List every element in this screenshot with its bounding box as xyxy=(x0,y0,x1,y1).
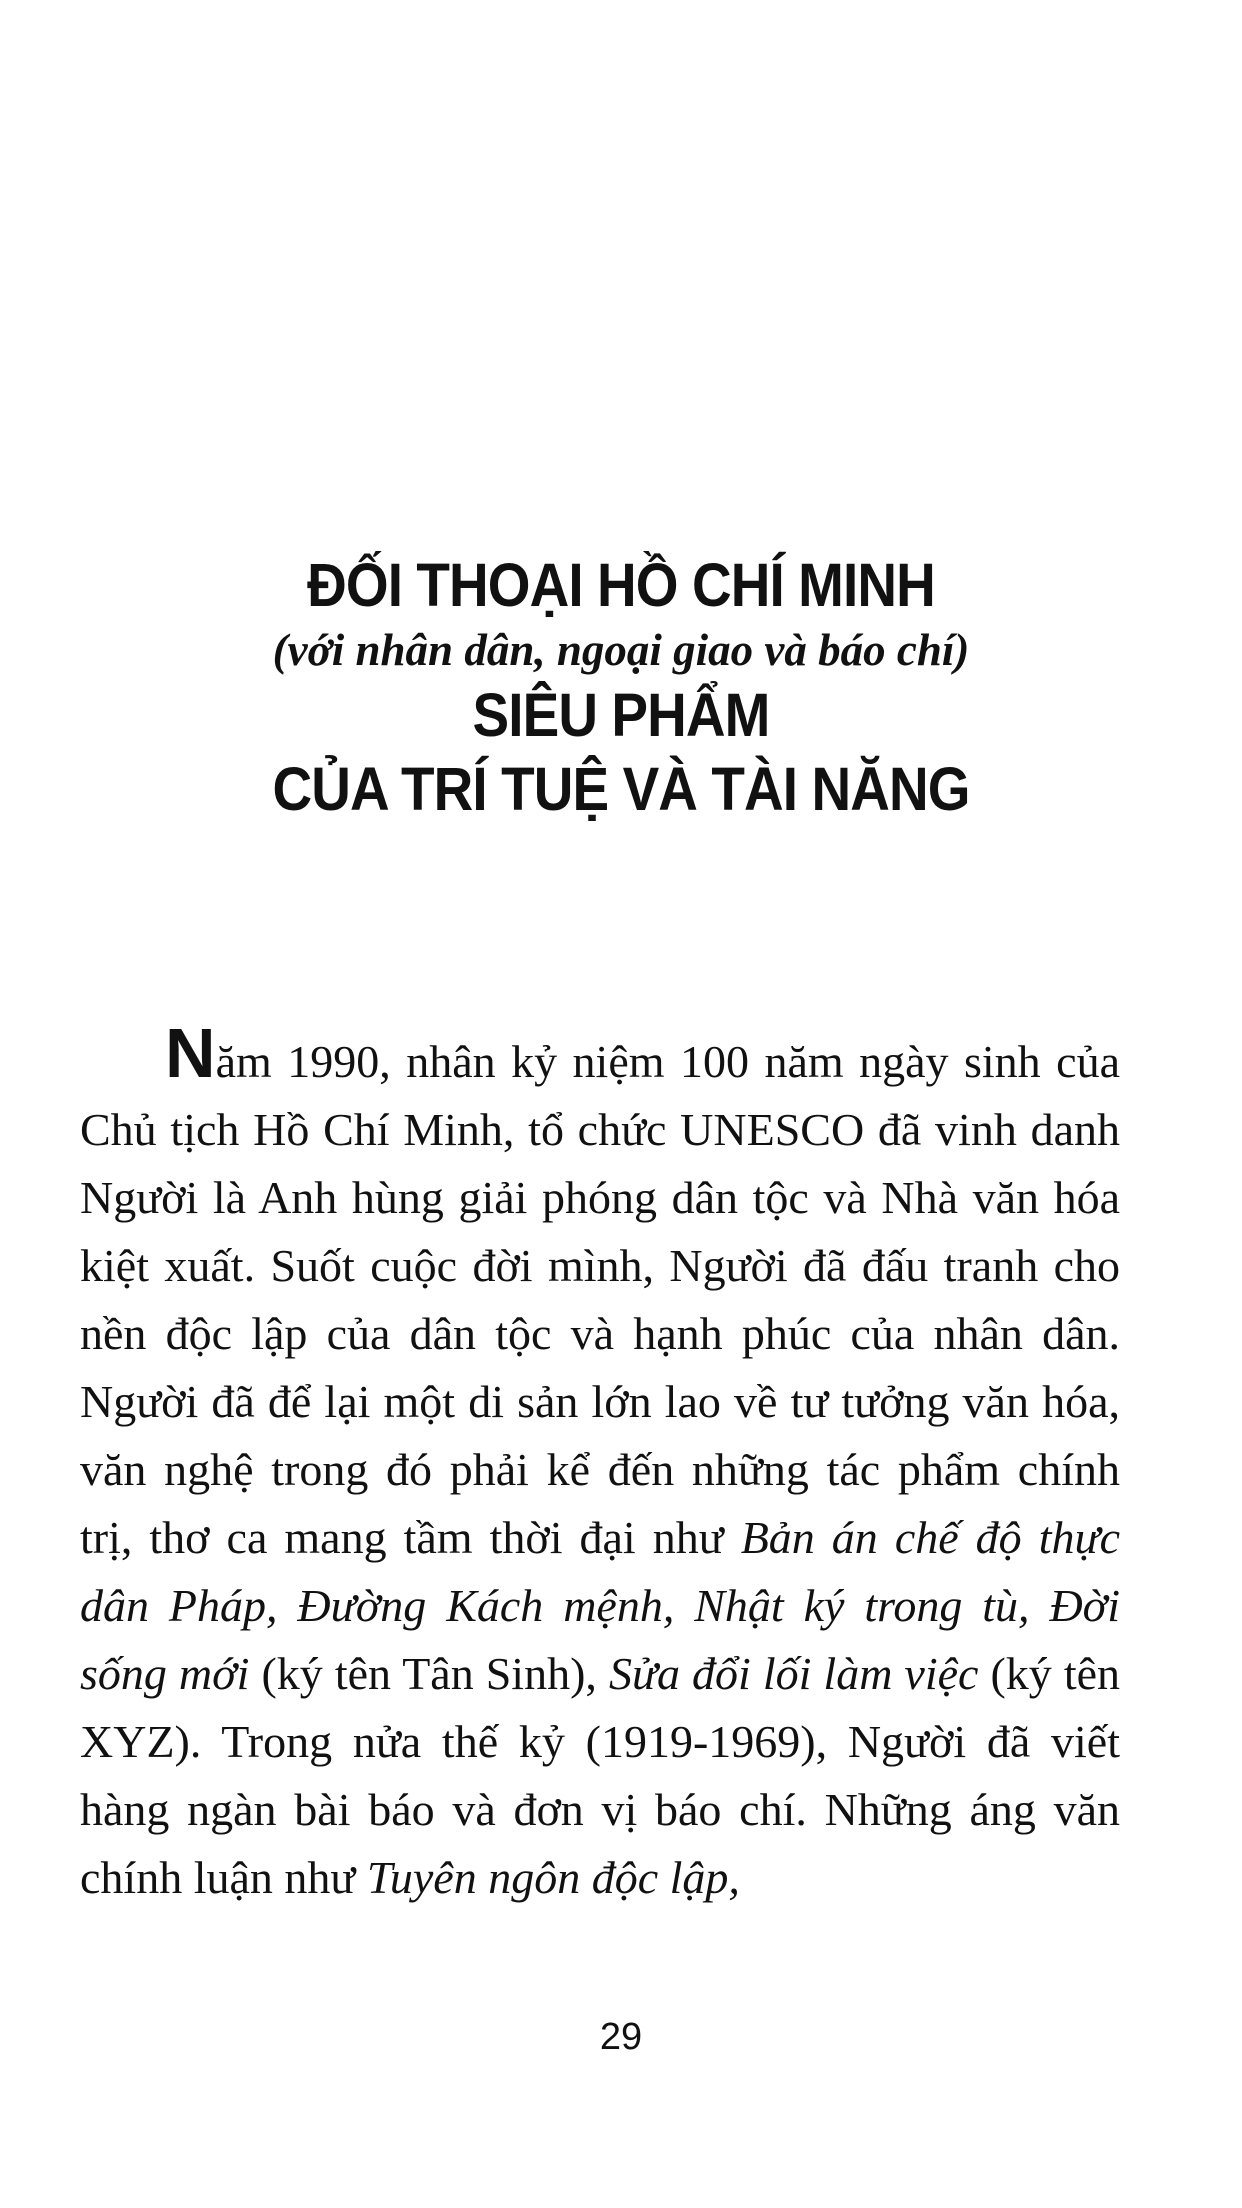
body-paragraph xyxy=(80,1014,1121,1912)
body-italic-book-titles: Bản án chế độ thực dân Pháp, Đường Kách mệnh, Nhật ký trong tù, Đời sống mới xyxy=(80,1512,1120,1699)
chapter-title-line-2: SIÊU PHẨM xyxy=(472,681,770,749)
body-italic-book-title: Sửa đổi lối làm việc xyxy=(608,1648,979,1699)
chapter-subtitle: (với nhân dân, ngoại giao và báo chí) xyxy=(272,625,970,675)
drop-letter: N xyxy=(165,1014,216,1092)
body-text-segment: (ký tên Tân Sinh), xyxy=(249,1648,609,1699)
body-italic-book-title: Tuyên ngôn độc lập, xyxy=(366,1852,740,1903)
body-text-segment: (ký tên XYZ). Trong nửa thế kỷ (1919-1969), Người đã viết hàng ngàn bài báo và đơn vị báo chí. Những áng văn chính luận như xyxy=(80,1648,1121,1903)
body-text-segment: ăm 1990, nhân kỷ niệm 100 năm ngày sinh của Chủ tịch Hồ Chí Minh, tổ chức UNESCO đã vinh danh Người là Anh hùng giải phóng dân tộc và Nhà văn hóa kiệt xuất. Suốt cuộc đời mình, Người đã đấu tranh cho nền độc lập của dân tộc và hạnh phúc của nhân dân. Người đã để lại một di sản lớn lao về tư tưởng văn hóa, văn nghệ trong đó phải kể đến những tác phẩm chính trị, thơ ca mang tầm thời đại như xyxy=(80,1036,1120,1563)
chapter-title-line-1: ĐỐI THOẠI HỒ CHÍ MINH xyxy=(307,551,935,619)
page-number: 29 xyxy=(599,2016,643,2058)
chapter-title-line-3: CỦA TRÍ TUỆ VÀ TÀI NĂNG xyxy=(272,755,970,823)
chapter-heading xyxy=(0,548,1242,826)
